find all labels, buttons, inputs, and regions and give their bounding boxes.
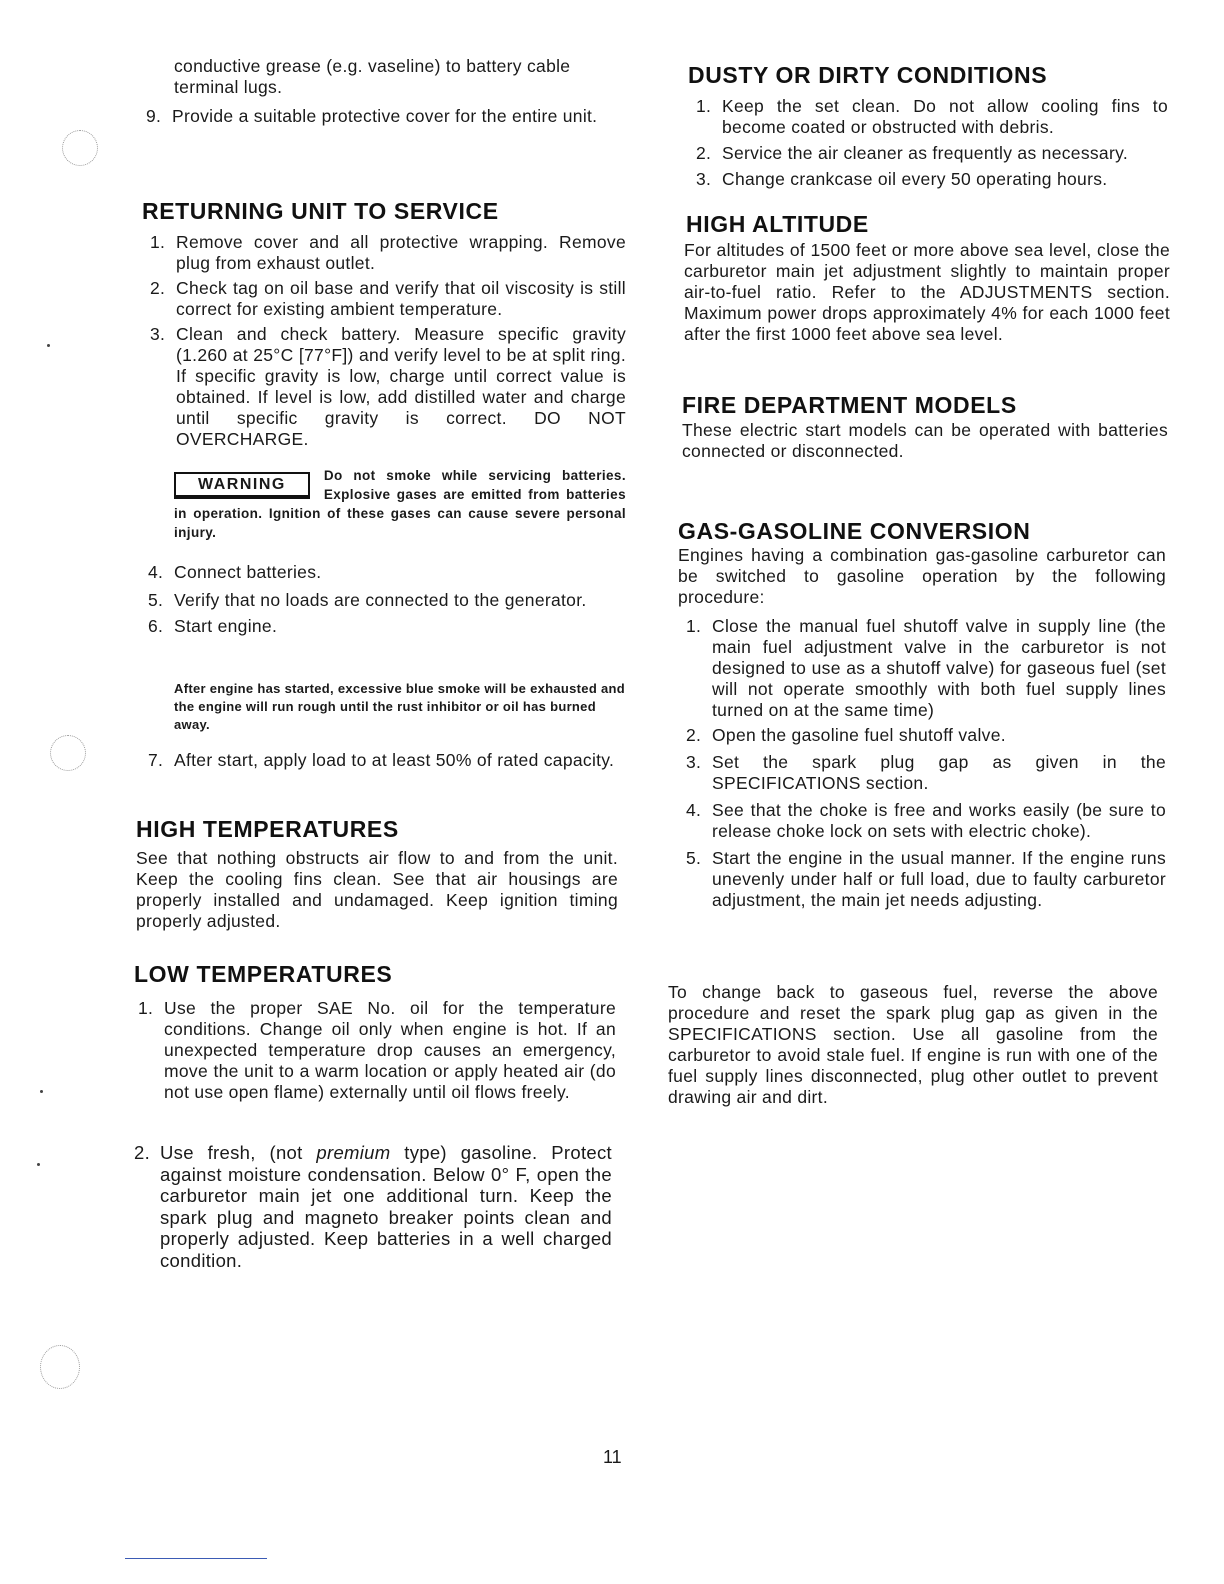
binder-hole-top [62, 130, 98, 166]
list-item: 6. Start engine. [148, 616, 278, 636]
list-item: 3. Clean and check battery. Measure specific gravity (1.260 at 25°C [77°F]) and verify level to be at split ring. If specific gravity is low, charge until correct value is obtained. If level is low, add distilled water and charge until specific gravity is correct. DO NOT OVERCHARGE. [150, 324, 626, 449]
list-item: 4. Connect batteries. [148, 562, 322, 582]
emphasis-premium: premium [316, 1142, 391, 1163]
heading-high-temperatures: HIGH TEMPERATURES [136, 816, 399, 842]
binder-hole-middle [50, 735, 86, 771]
returning-list-continued [148, 562, 626, 637]
dusty-list [696, 96, 1168, 190]
heading-dusty-conditions: DUSTY OR DIRTY CONDITIONS [688, 62, 1048, 88]
low-temp-list [138, 998, 616, 1103]
scan-edge-line [125, 1558, 267, 1559]
fire-department-text: These electric start models can be operated with batteries connected or disconnected. [682, 420, 1168, 461]
list-item: 1. Keep the set clean. Do not allow cooling fins to become coated or obstructed with debris. [696, 96, 1168, 137]
scan-speck [47, 344, 50, 347]
heading-gas-gasoline-conversion: GAS-GASOLINE CONVERSION [678, 518, 1031, 544]
warning-block [174, 466, 626, 542]
conversion-outro: To change back to gaseous fuel, reverse the above procedure and reset the spark plug gap as given in the SPECIFICATIONS section. Use all gasoline from the carburetor to avoid stale fuel. If engine is run with one of the fuel supply lines disconnected, plug other outlet to prevent drawing air and dirt. [668, 982, 1158, 1107]
list-item: 1. Close the manual fuel shutoff valve in supply line (the main fuel adjustment valve in the carburetor is not designed to use as a shutoff valve) for gaseous fuel (set will not operate smoothly with both fuel supply lines turned on at the same time) [686, 616, 1166, 720]
high-temperatures-text: See that nothing obstructs air flow to and from the unit. Keep the cooling fins clean. See that air housings are properly installed and undamaged. Keep ignition timing properly adjusted. [136, 848, 618, 931]
conversion-intro: Engines having a combination gas-gasoline carburetor can be switched to gasoline operation by the following procedure: [678, 545, 1166, 607]
warning-text: Do not smoke while servicing batteries. Explosive gases are emitted from batteries in operation. Ignition of these gases can cause severe personal injury. [174, 468, 626, 540]
list-item: 2. Use fresh, (not premium type) gasoline. Protect against moisture condensation. Below 0° F, open the carburetor main jet one additional turn. Keep the spark plug and magneto breaker points clean and properly adjusted. Keep batteries in a well charged condition. [134, 1142, 612, 1271]
scan-speck [40, 1090, 43, 1093]
list-item: 1. Use the proper SAE No. oil for the temperature conditions. Change oil only when engine is hot. If an unexpected temperature drop causes an emergency, move the unit to a warm location or apply heated air (do not use open flame) externally until oil flows freely. [138, 998, 616, 1102]
heading-fire-department: FIRE DEPARTMENT MODELS [682, 392, 1017, 418]
high-altitude-text: For altitudes of 1500 feet or more above sea level, close the carburetor main jet adjustment slightly to maintain proper air-to-fuel ratio. Refer to the ADJUSTMENTS section. Maximum power drops approximately 4% for each 1000 feet after the first 1000 feet above sea level. [684, 240, 1170, 344]
binder-hole-bottom [40, 1345, 80, 1389]
engine-start-note: After engine has started, excessive blue smoke will be exhausted and the engine will run rough until the rust inhibitor or oil has burned away. [174, 681, 626, 732]
list-item: 5. Verify that no loads are connected to the generator. [148, 590, 587, 610]
list-item: 4. See that the choke is free and works easily (be sure to release choke lock on sets with electric choke). [686, 800, 1166, 841]
list-item: 5. Start the engine in the usual manner. If the engine runs unevenly under half or full load, due to faulty carburetor adjustment, the main jet needs adjusting. [686, 848, 1166, 910]
list-item [146, 106, 624, 127]
heading-low-temperatures: LOW TEMPERATURES [134, 961, 393, 987]
list-item: 2. Open the gasoline fuel shutoff valve. [686, 725, 1006, 745]
battery-cable-continuation [174, 56, 626, 98]
heading-high-altitude: HIGH ALTITUDE [686, 211, 869, 237]
list-item: 2. Check tag on oil base and verify that oil viscosity is still correct for existing ambient temperature. [150, 278, 626, 319]
list-text: Provide a suitable protective cover for the entire unit. [172, 106, 598, 126]
conversion-list [686, 616, 1166, 911]
list-item: 2. Service the air cleaner as frequently as necessary. [696, 143, 1128, 163]
warning-label: WARNING [174, 472, 310, 499]
returning-list [150, 232, 626, 450]
list-item: 7. After start, apply load to at least 50% of rated capacity. [148, 750, 615, 770]
heading-returning-unit: RETURNING UNIT TO SERVICE [142, 198, 499, 224]
paragraph: conductive grease (e.g. vaseline) to battery cable terminal lugs. [174, 56, 571, 97]
list-item: 3. Set the spark plug gap as given in the SPECIFICATIONS section. [686, 752, 1166, 793]
list-number: 9. [146, 106, 162, 126]
list-item: 3. Change crankcase oil every 50 operating hours. [696, 169, 1108, 189]
list-item: 1. Remove cover and all protective wrapping. Remove plug from exhaust outlet. [150, 232, 626, 273]
scan-speck [37, 1163, 40, 1166]
page-number: 11 [603, 1447, 622, 1467]
